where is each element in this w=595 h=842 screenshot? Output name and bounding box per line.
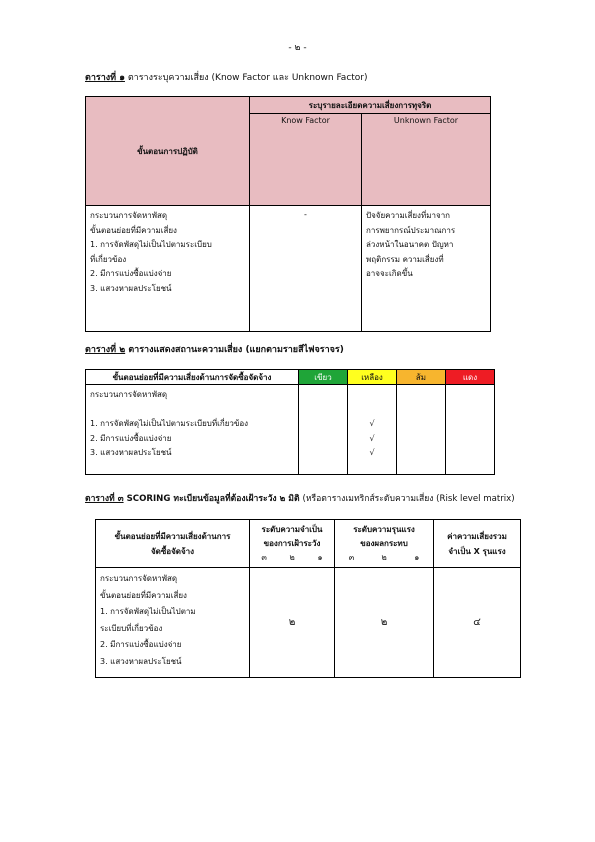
t3-impact-value: ๒ bbox=[335, 568, 434, 678]
t1-known-value: - bbox=[250, 206, 362, 332]
t2-step-line: 1. การจัดพัสดุไม่เป็นไปตามระเบียบที่เกี่ยวข้อง bbox=[90, 419, 249, 428]
table3-caption-label: ตารางที่ ๓ bbox=[85, 494, 124, 504]
t3-step-line: 1. การจัดพัสดุไม่เป็นไปตาม bbox=[100, 607, 196, 616]
t1-unknown-line: ปัจจัยความเสี่ยงที่มาจาก bbox=[366, 211, 451, 220]
t3-total-line2: จำเป็น X รุนแรง bbox=[448, 546, 506, 556]
t1-step-line: 1. การจัดพัสดุไม่เป็นไปตามระเบียบ bbox=[90, 240, 212, 249]
t3-step-line: กระบวนการจัดหาพัสดุ bbox=[100, 574, 178, 583]
t1-header-known: Know Factor bbox=[250, 114, 362, 206]
t1-step-line: ที่เกี่ยวข้อง bbox=[90, 254, 127, 264]
t3-header-impact bbox=[335, 520, 434, 568]
checkmark-icon: √ bbox=[369, 419, 375, 428]
t1-step-line: กระบวนการจัดหาพัสดุ bbox=[90, 211, 168, 220]
t3-likelihood-line1: ระดับความจำเป็น bbox=[261, 525, 323, 534]
page-number: - ๒ - bbox=[288, 43, 307, 53]
t3-impact-scale-3: ๓ bbox=[348, 553, 355, 562]
t2-orange-cell bbox=[397, 385, 446, 475]
checkmark-icon: √ bbox=[369, 433, 375, 443]
t3-impact-line1: ระดับความรุนแรง bbox=[353, 525, 415, 534]
risk-identification-table bbox=[85, 96, 491, 332]
t1-unknown-line: ล่วงหน้าในอนาคต ปัญหา bbox=[366, 240, 454, 249]
t3-likelihood-scale-2: ๒ bbox=[289, 553, 295, 562]
t3-header-step-line1: ขั้นตอนย่อยที่มีความเสี่ยงด้านการ bbox=[114, 531, 231, 541]
t1-unknown-line: พฤติกรรม ความเสี่ยงที่ bbox=[366, 254, 444, 264]
t1-step-line: ขั้นตอนย่อยที่มีความเสี่ยง bbox=[90, 225, 177, 235]
t3-header-total bbox=[434, 520, 521, 568]
t2-step-line: 3. แสวงหาผลประโยชน์ bbox=[90, 448, 172, 457]
t1-header-unknown: Unknown Factor bbox=[362, 114, 491, 206]
t2-yellow-cell bbox=[348, 385, 397, 475]
t1-header-step: ขั้นตอนการปฏิบัติ bbox=[86, 97, 250, 206]
t2-step-line: 2. มีการแบ่งซื้อแบ่งจ่าย bbox=[90, 433, 172, 443]
risk-status-table bbox=[85, 369, 495, 475]
table3-caption bbox=[85, 491, 515, 505]
t2-step-line bbox=[90, 403, 294, 418]
checkmark-icon bbox=[348, 388, 396, 403]
t2-header-red: แดง bbox=[446, 370, 495, 385]
t3-step-line: 3. แสวงหาผลประโยชน์ bbox=[100, 656, 182, 666]
table1-caption-text: ตารางระบุความเสี่ยง (Know Factor และ Unknown Factor) bbox=[124, 73, 368, 83]
t3-step-line: ขั้นตอนย่อยที่มีความเสี่ยง bbox=[100, 590, 187, 600]
t1-header-group: ระบุรายละเอียดความเสี่ยงการทุจริต bbox=[250, 97, 491, 114]
t3-impact-scale-1: ๑ bbox=[414, 553, 420, 562]
t2-step-line: กระบวนการจัดหาพัสดุ bbox=[90, 390, 168, 399]
checkmark-icon: √ bbox=[369, 448, 375, 457]
t2-step-cell bbox=[86, 385, 299, 475]
checkmark-icon bbox=[348, 403, 396, 418]
table2-caption bbox=[85, 342, 344, 356]
t3-step-line: 2. มีการแบ่งซื้อแบ่งจ่าย bbox=[100, 640, 182, 649]
t1-unknown-line: อาจจะเกิดขึ้น bbox=[366, 269, 413, 278]
t3-step-line: ระเบียบที่เกี่ยวข้อง bbox=[100, 623, 163, 633]
t1-step-line: 2. มีการแบ่งซื้อแบ่งจ่าย bbox=[90, 269, 172, 278]
table1-caption bbox=[85, 70, 368, 84]
t3-impact-scale-2: ๒ bbox=[381, 553, 387, 562]
t3-header-step bbox=[96, 520, 250, 568]
t1-step-line: 3. แสวงหาผลประโยชน์ bbox=[90, 283, 172, 293]
table2-caption-label: ตารางที่ ๒ bbox=[85, 345, 126, 355]
t2-header-green: เขียว bbox=[299, 370, 348, 385]
t3-impact-scale bbox=[335, 551, 433, 565]
t2-header-orange: ส้ม bbox=[397, 370, 446, 385]
t3-impact-line2: ของผลกระทบ bbox=[360, 539, 408, 548]
t3-header-step-line2: จัดซื้อจัดจ้าง bbox=[150, 546, 195, 556]
t3-total-value: ๔ bbox=[434, 568, 521, 678]
t1-unknown-line: การพยากรณ์ประมาณการ bbox=[366, 225, 456, 235]
table2-caption-text: ตารางแสดงสถานะความเสี่ยง (แยกตามรายสีไฟจราจร) bbox=[125, 345, 344, 355]
t2-green-cell bbox=[299, 385, 348, 475]
t3-likelihood-scale-1: ๑ bbox=[317, 553, 323, 562]
t2-header-yellow: เหลือง bbox=[348, 370, 397, 385]
table3-caption-text: SCORING ทะเบียนข้อมูลที่ต้องเฝ้าระวัง ๒ มิติ bbox=[123, 494, 303, 504]
table1-caption-label: ตารางที่ ๑ bbox=[85, 73, 125, 83]
t3-header-likelihood bbox=[250, 520, 335, 568]
t3-step-cell bbox=[96, 568, 250, 678]
t3-likelihood-scale-3: ๓ bbox=[261, 553, 267, 562]
t3-likelihood-scale bbox=[250, 551, 334, 565]
table3-caption-tail: (หรือตารางเมทริกส์ระดับความเสี่ยง (Risk level matrix) bbox=[302, 494, 515, 504]
t1-unknown-cell bbox=[362, 206, 491, 332]
t1-step-cell bbox=[86, 206, 250, 332]
scoring-table bbox=[95, 519, 521, 678]
t2-red-cell bbox=[446, 385, 495, 475]
t3-total-line1: ค่าความเสี่ยงรวม bbox=[447, 531, 507, 541]
t2-header-step: ขั้นตอนย่อยที่มีความเสี่ยงด้านการจัดซื้อจัดจ้าง bbox=[86, 370, 299, 385]
t3-likelihood-line2: ของการเฝ้าระวัง bbox=[263, 539, 321, 548]
t3-likelihood-value: ๒ bbox=[250, 568, 335, 678]
